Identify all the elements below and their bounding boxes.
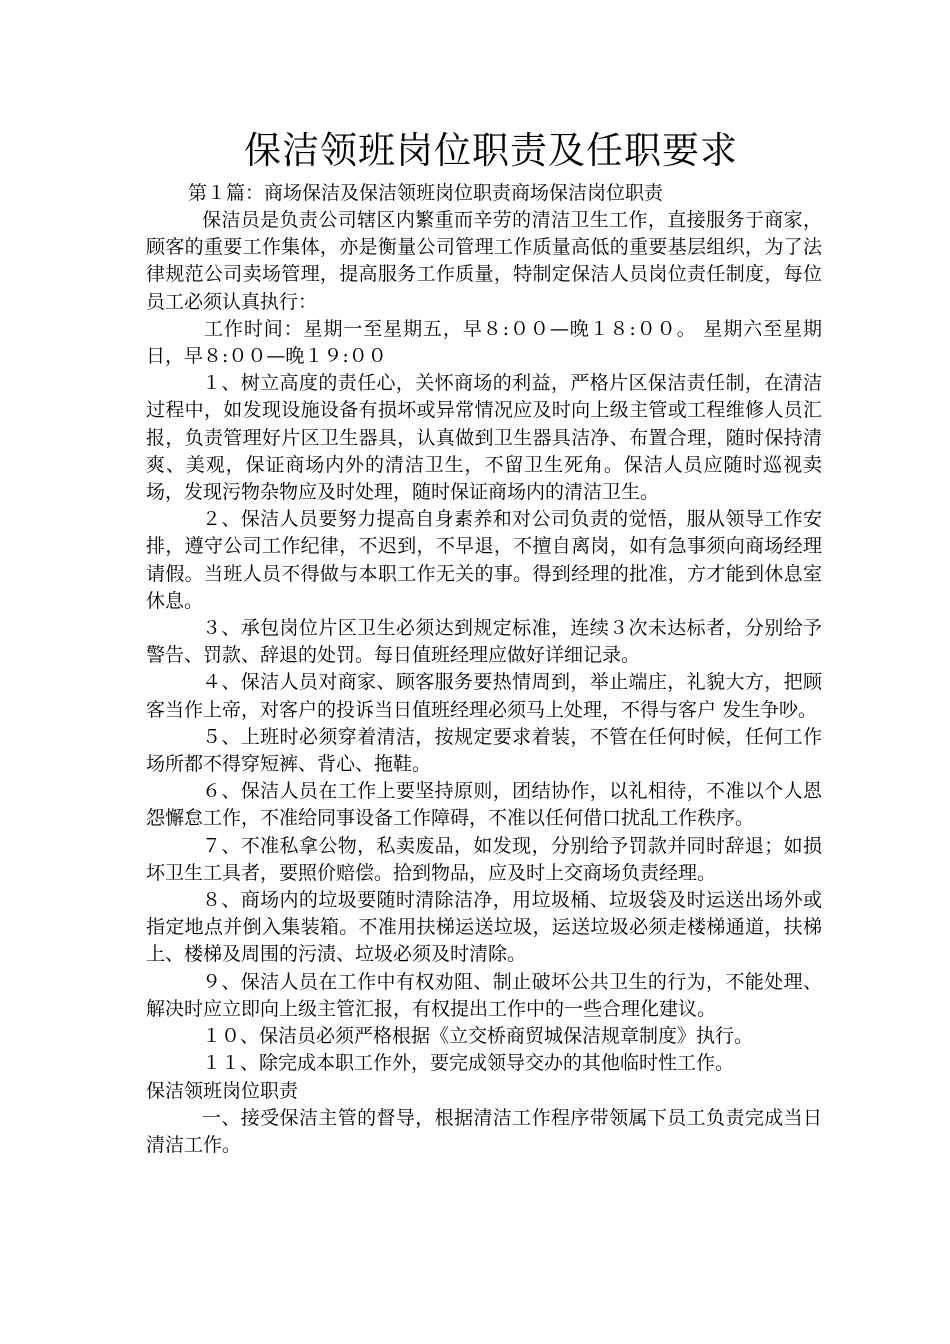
- duty-item-1: １、树立高度的责任心，关怀商场的利益，严格片区保洁责任制，在清洁过程中，如发现设施设备有损坏或异常情况应及时向上级主管或工程维修人员汇报，负责管理好片区卫生器具，认真做到卫生器具洁净、布置合理，随时保持清爽、美观，保证商场内外的清洁卫生，不留卫生死角。保洁人员应随时巡视卖场，发现污物杂物应及时处理，随时保证商场内的清洁卫生。: [146, 372, 822, 504]
- document-page: [146, 128, 822, 1159]
- duty-item-6: ６、保洁人员在工作上要坚持原则，团结协作，以礼相待，不准以个人恩怨懈怠工作，不准给同事设备工作障碍，不准以任何借口扰乱工作秩序。: [146, 780, 822, 830]
- duty-item-3: ３、承包岗位片区卫生必须达到规定标准，连续３次未达标者，分别给予警告、罚款、辞退的处罚。每日值班经理应做好详细记录。: [146, 617, 822, 667]
- work-time-paragraph: 工作时间：星期一至星期五，早８:００—晚１８:００。 星期六至星期日，早８:００—晚１９:００: [146, 317, 822, 368]
- section-heading: 保洁领班岗位职责: [146, 1079, 299, 1102]
- duty-item-5: ５、上班时必须穿着清洁，按规定要求着装，不管在任何时候，任何工作场所都不得穿短裤、背心、拖鞋。: [146, 725, 822, 776]
- duty-item-2: ２、保洁人员要努力提高自身素养和对公司负责的觉悟，服从领导工作安排，遵守公司工作纪律，不迟到，不早退，不擅自离岗，如有急事须向商场经理请假。当班人员不得做与本职工作无关的事。得到经理的批准，方才能到休息室休息。: [146, 508, 822, 612]
- duty-item-10: １０、保洁员必须严格根据《立交桥商贸城保洁规章制度》执行。: [202, 1025, 754, 1048]
- intro-paragraph: 保洁员是负责公司辖区内繁重而辛劳的清洁卫生工作，直接服务于商家，顾客的重要工作集体，亦是衡量公司管理工作质量高低的重要基层组织，为了法律规范公司卖场管理，提高服务工作质量，特制定保洁人员岗位责任制度，每位员工必须认真执行：: [146, 209, 822, 313]
- section-item-1: 一、接受保洁主管的督导，根据清洁工作程序带领属下员工负责完成当日清洁工作。: [146, 1106, 822, 1156]
- duty-item-8: ８、商场内的垃圾要随时清除洁净，用垃圾桶、垃圾袋及时运送出场外或指定地点并倒入集装箱。不准用扶梯运送垃圾，运送垃圾必须走楼梯通道，扶梯上、楼梯及周围的污渍、垃圾必须及时清除。: [146, 889, 822, 966]
- duty-item-4: ４、保洁人员对商家、顾客服务要热情周到，举止端庄，礼貌大方，把顾客当作上帝，对客户的投诉当日值班经理必须马上处理，不得与客户 发生争吵。: [146, 671, 822, 721]
- document-title: 保洁领班岗位职责及任职要求: [244, 129, 738, 172]
- duty-item-9: ９、保洁人员在工作中有权劝阻、制止破坏公共卫生的行为，不能处理、解决时应立即向上级主管汇报，有权提出工作中的一些合理化建议。: [146, 970, 822, 1020]
- document-subtitle: 第１篇：商场保洁及保洁领班岗位职责商场保洁岗位职责: [188, 182, 664, 204]
- duty-item-11: １１、除完成本职工作外，要完成领导交办的其他临时性工作。: [202, 1052, 735, 1075]
- duty-item-7: ７、不准私拿公物，私卖废品，如发现，分别给予罚款并同时辞退；如损坏卫生工具者，要照价赔偿。拾到物品，应及时上交商场负责经理。: [146, 834, 822, 884]
